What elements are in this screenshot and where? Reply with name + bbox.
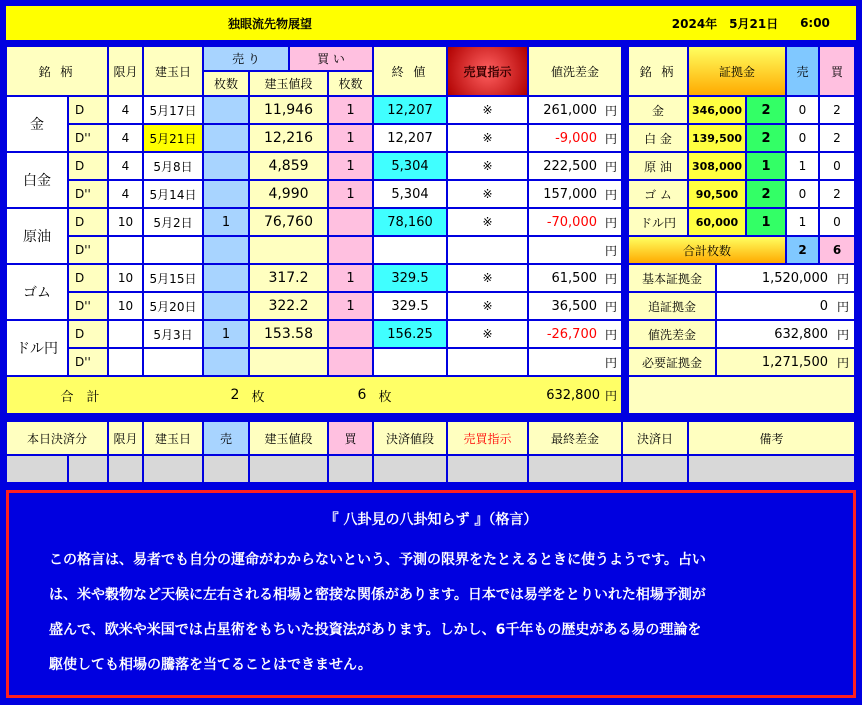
row-signal: ※	[448, 209, 527, 235]
row-diff: 36,500	[529, 293, 601, 319]
row-month: 4	[109, 181, 142, 207]
group-name: ドル円	[7, 321, 67, 375]
group-name: 金	[7, 97, 67, 151]
settle-cell	[7, 456, 67, 482]
margin-empty	[629, 377, 854, 413]
settle-header: 限月	[109, 422, 142, 454]
margin-buy: 2	[820, 181, 854, 207]
totals-sell-count: 2	[230, 387, 240, 403]
margin-sell: 0	[787, 125, 818, 151]
row-yen: 円	[601, 265, 621, 291]
margin-sell: 1	[787, 209, 818, 235]
margin-count: 1	[747, 153, 785, 179]
summary-label: 必要証拠金	[629, 349, 715, 375]
row-close: 329.5	[374, 265, 446, 291]
settle-cell	[204, 456, 248, 482]
row-close: 156.25	[374, 321, 446, 347]
row-month: 4	[109, 153, 142, 179]
row-sell-count: 1	[204, 321, 248, 347]
summary-label: 基本証拠金	[629, 265, 715, 291]
row-buy-count: 1	[329, 153, 372, 179]
margin-buy: 2	[820, 97, 854, 123]
row-price	[250, 237, 327, 263]
row-type: D''	[69, 293, 107, 319]
row-type: D	[69, 153, 107, 179]
row-buy-count: 1	[329, 265, 372, 291]
col-neaisagakin: 値洗差金	[529, 47, 621, 95]
proverb-line: は、米や穀物など天候に左右される相場と密接な関係があります。日本では易学をとりいれた相場予測が	[49, 587, 706, 603]
row-price: 317.2	[250, 265, 327, 291]
row-month: 4	[109, 125, 142, 151]
row-type: D''	[69, 181, 107, 207]
margin-total-buy: 6	[820, 237, 854, 263]
row-date: 5月20日	[144, 293, 202, 319]
row-signal: ※	[448, 153, 527, 179]
col-owarine: 終 値	[374, 47, 446, 95]
margin-name: 白 金	[629, 125, 687, 151]
row-sell-count	[204, 237, 248, 263]
row-price: 11,946	[250, 97, 327, 123]
row-diff: 61,500	[529, 265, 601, 291]
row-sell-count	[204, 181, 248, 207]
row-signal: ※	[448, 97, 527, 123]
row-date	[144, 349, 202, 375]
row-date: 5月21日	[144, 125, 202, 151]
row-price	[250, 349, 327, 375]
row-close: 12,207	[374, 125, 446, 151]
col-tategyokubi: 建玉日	[144, 47, 202, 95]
settle-header: 決済値段	[374, 422, 446, 454]
row-type: D	[69, 97, 107, 123]
row-close	[374, 349, 446, 375]
settle-cell	[529, 456, 621, 482]
row-yen: 円	[601, 349, 621, 375]
margin-sell: 0	[787, 97, 818, 123]
totals-sell-unit: 枚	[251, 389, 265, 405]
summary-value: 1,271,500	[717, 349, 832, 375]
row-buy-count: 1	[329, 181, 372, 207]
totals-diff: 632,800	[546, 387, 600, 403]
margin-buy: 0	[820, 209, 854, 235]
proverb-title: 『 八卦見の八卦知らず 』（格言）	[324, 512, 538, 528]
row-buy-count	[329, 209, 372, 235]
row-yen: 円	[601, 209, 621, 235]
summary-yen: 円	[832, 349, 854, 375]
row-close	[374, 237, 446, 263]
margin-buy: 0	[820, 153, 854, 179]
row-buy-count: 1	[329, 125, 372, 151]
row-date: 5月2日	[144, 209, 202, 235]
settle-cell	[329, 456, 372, 482]
settle-header: 備考	[689, 422, 854, 454]
row-diff	[529, 349, 601, 375]
col-uri: 売 り	[204, 47, 288, 70]
totals-yen: 円	[604, 388, 617, 403]
row-diff: -70,000	[529, 209, 601, 235]
row-diff: 157,000	[529, 181, 601, 207]
row-price: 4,859	[250, 153, 327, 179]
row-type: D''	[69, 125, 107, 151]
margin-amount: 139,500	[689, 125, 745, 151]
group-name: ゴム	[7, 265, 67, 319]
row-yen: 円	[601, 181, 621, 207]
margin-amount: 60,000	[689, 209, 745, 235]
row-diff: -9,000	[529, 125, 601, 151]
totals-label: 合 計	[60, 389, 100, 405]
settle-header: 買	[329, 422, 372, 454]
row-price: 4,990	[250, 181, 327, 207]
settle-cell	[69, 456, 107, 482]
margin-sell: 1	[787, 153, 818, 179]
row-type: D''	[69, 349, 107, 375]
row-type: D	[69, 209, 107, 235]
row-signal: ※	[448, 321, 527, 347]
totals-buy-count: 6	[357, 387, 367, 403]
summary-value: 0	[717, 293, 832, 319]
col-kai: 買 い	[290, 47, 372, 70]
row-close: 78,160	[374, 209, 446, 235]
margin-col-uri: 売	[787, 47, 818, 95]
settle-header: 売買指示	[448, 422, 527, 454]
margin-sell: 0	[787, 181, 818, 207]
margin-amount: 346,000	[689, 97, 745, 123]
group-name: 原油	[7, 209, 67, 263]
row-sell-count	[204, 293, 248, 319]
row-yen: 円	[601, 125, 621, 151]
settle-cell	[448, 456, 527, 482]
margin-count: 2	[747, 125, 785, 151]
row-close: 329.5	[374, 293, 446, 319]
settle-cell	[623, 456, 687, 482]
summary-label: 値洗差金	[629, 321, 715, 347]
row-close: 5,304	[374, 181, 446, 207]
summary-label: 追証拠金	[629, 293, 715, 319]
row-diff	[529, 237, 601, 263]
row-date	[144, 237, 202, 263]
row-month	[109, 349, 142, 375]
col-gengetsu: 限月	[109, 47, 142, 95]
row-type: D	[69, 265, 107, 291]
row-yen: 円	[601, 153, 621, 179]
margin-total-label: 合計枚数	[629, 237, 785, 263]
row-buy-count	[329, 349, 372, 375]
margin-col-meigara: 銘 柄	[629, 47, 687, 95]
row-sell-count	[204, 265, 248, 291]
row-month	[109, 237, 142, 263]
margin-amount: 308,000	[689, 153, 745, 179]
margin-total-sell: 2	[787, 237, 818, 263]
row-price: 12,216	[250, 125, 327, 151]
row-yen: 円	[601, 97, 621, 123]
row-close: 5,304	[374, 153, 446, 179]
margin-col-kai: 買	[820, 47, 854, 95]
row-date: 5月14日	[144, 181, 202, 207]
margin-name: 原 油	[629, 153, 687, 179]
margin-name: ゴ ム	[629, 181, 687, 207]
settle-header: 売	[204, 422, 248, 454]
margin-buy: 2	[820, 125, 854, 151]
row-month: 10	[109, 293, 142, 319]
settle-cell	[109, 456, 142, 482]
margin-name: ドル円	[629, 209, 687, 235]
row-buy-count: 1	[329, 293, 372, 319]
summary-value: 632,800	[717, 321, 832, 347]
col-signal: 売買指示	[448, 47, 527, 95]
row-date: 5月3日	[144, 321, 202, 347]
row-yen: 円	[601, 293, 621, 319]
totals-buy-unit: 枚	[378, 389, 392, 405]
row-sell-count	[204, 153, 248, 179]
proverb-line: 盛んで、欧米や米国では占星術をもちいた投資法があります。しかし、6千年もの歴史がある易の理論を	[49, 622, 702, 638]
settle-header: 最終差金	[529, 422, 621, 454]
row-signal: ※	[448, 181, 527, 207]
app-title: 独眼流先物展望	[227, 16, 312, 31]
row-diff: 222,500	[529, 153, 601, 179]
row-close: 12,207	[374, 97, 446, 123]
summary-yen: 円	[832, 321, 854, 347]
row-sell-count	[204, 125, 248, 151]
proverb-line: 駆使しても相場の騰落を当てることはできません。	[49, 657, 372, 673]
settle-header: 建玉値段	[250, 422, 327, 454]
settle-header: 決済日	[623, 422, 687, 454]
row-month	[109, 321, 142, 347]
row-type: D''	[69, 237, 107, 263]
row-yen: 円	[601, 237, 621, 263]
row-diff: 261,000	[529, 97, 601, 123]
row-sell-count	[204, 97, 248, 123]
summary-yen: 円	[832, 265, 854, 291]
row-type: D	[69, 321, 107, 347]
proverb-line: この格言は、易者でも自分の運命がわからないという、予測の限界をたとえるときに使うようです。占い	[49, 552, 706, 568]
settle-cell	[250, 456, 327, 482]
row-buy-count	[329, 321, 372, 347]
summary-yen: 円	[832, 293, 854, 319]
row-date: 5月8日	[144, 153, 202, 179]
col-meigara: 銘 柄	[7, 47, 107, 95]
col-sell-maisu: 枚数	[204, 72, 248, 95]
summary-value: 1,520,000	[717, 265, 832, 291]
row-buy-count	[329, 237, 372, 263]
margin-amount: 90,500	[689, 181, 745, 207]
margin-count: 2	[747, 97, 785, 123]
row-price: 322.2	[250, 293, 327, 319]
group-name: 白金	[7, 153, 67, 207]
margin-count: 1	[747, 209, 785, 235]
row-signal: ※	[448, 293, 527, 319]
row-signal: ※	[448, 265, 527, 291]
row-price: 76,760	[250, 209, 327, 235]
row-yen: 円	[601, 321, 621, 347]
row-sell-count	[204, 349, 248, 375]
settle-cell	[374, 456, 446, 482]
settle-header: 建玉日	[144, 422, 202, 454]
header-date: 2024年 5月21日	[671, 16, 779, 31]
row-date: 5月17日	[144, 97, 202, 123]
row-signal	[448, 349, 527, 375]
margin-col-shokokin: 証拠金	[689, 47, 785, 95]
col-price: 建玉値段	[250, 72, 327, 95]
row-month: 10	[109, 265, 142, 291]
row-month: 10	[109, 209, 142, 235]
row-signal: ※	[448, 125, 527, 151]
settle-cell	[144, 456, 202, 482]
col-buy-maisu: 枚数	[329, 72, 372, 95]
header-time: 6:00	[800, 16, 830, 30]
row-diff: -26,700	[529, 321, 601, 347]
row-buy-count: 1	[329, 97, 372, 123]
row-sell-count: 1	[204, 209, 248, 235]
margin-name: 金	[629, 97, 687, 123]
row-date: 5月15日	[144, 265, 202, 291]
proverb-box	[6, 490, 856, 698]
margin-count: 2	[747, 181, 785, 207]
row-month: 4	[109, 97, 142, 123]
row-signal	[448, 237, 527, 263]
row-price: 153.58	[250, 321, 327, 347]
settle-header: 本日決済分	[7, 422, 107, 454]
settle-cell	[689, 456, 854, 482]
